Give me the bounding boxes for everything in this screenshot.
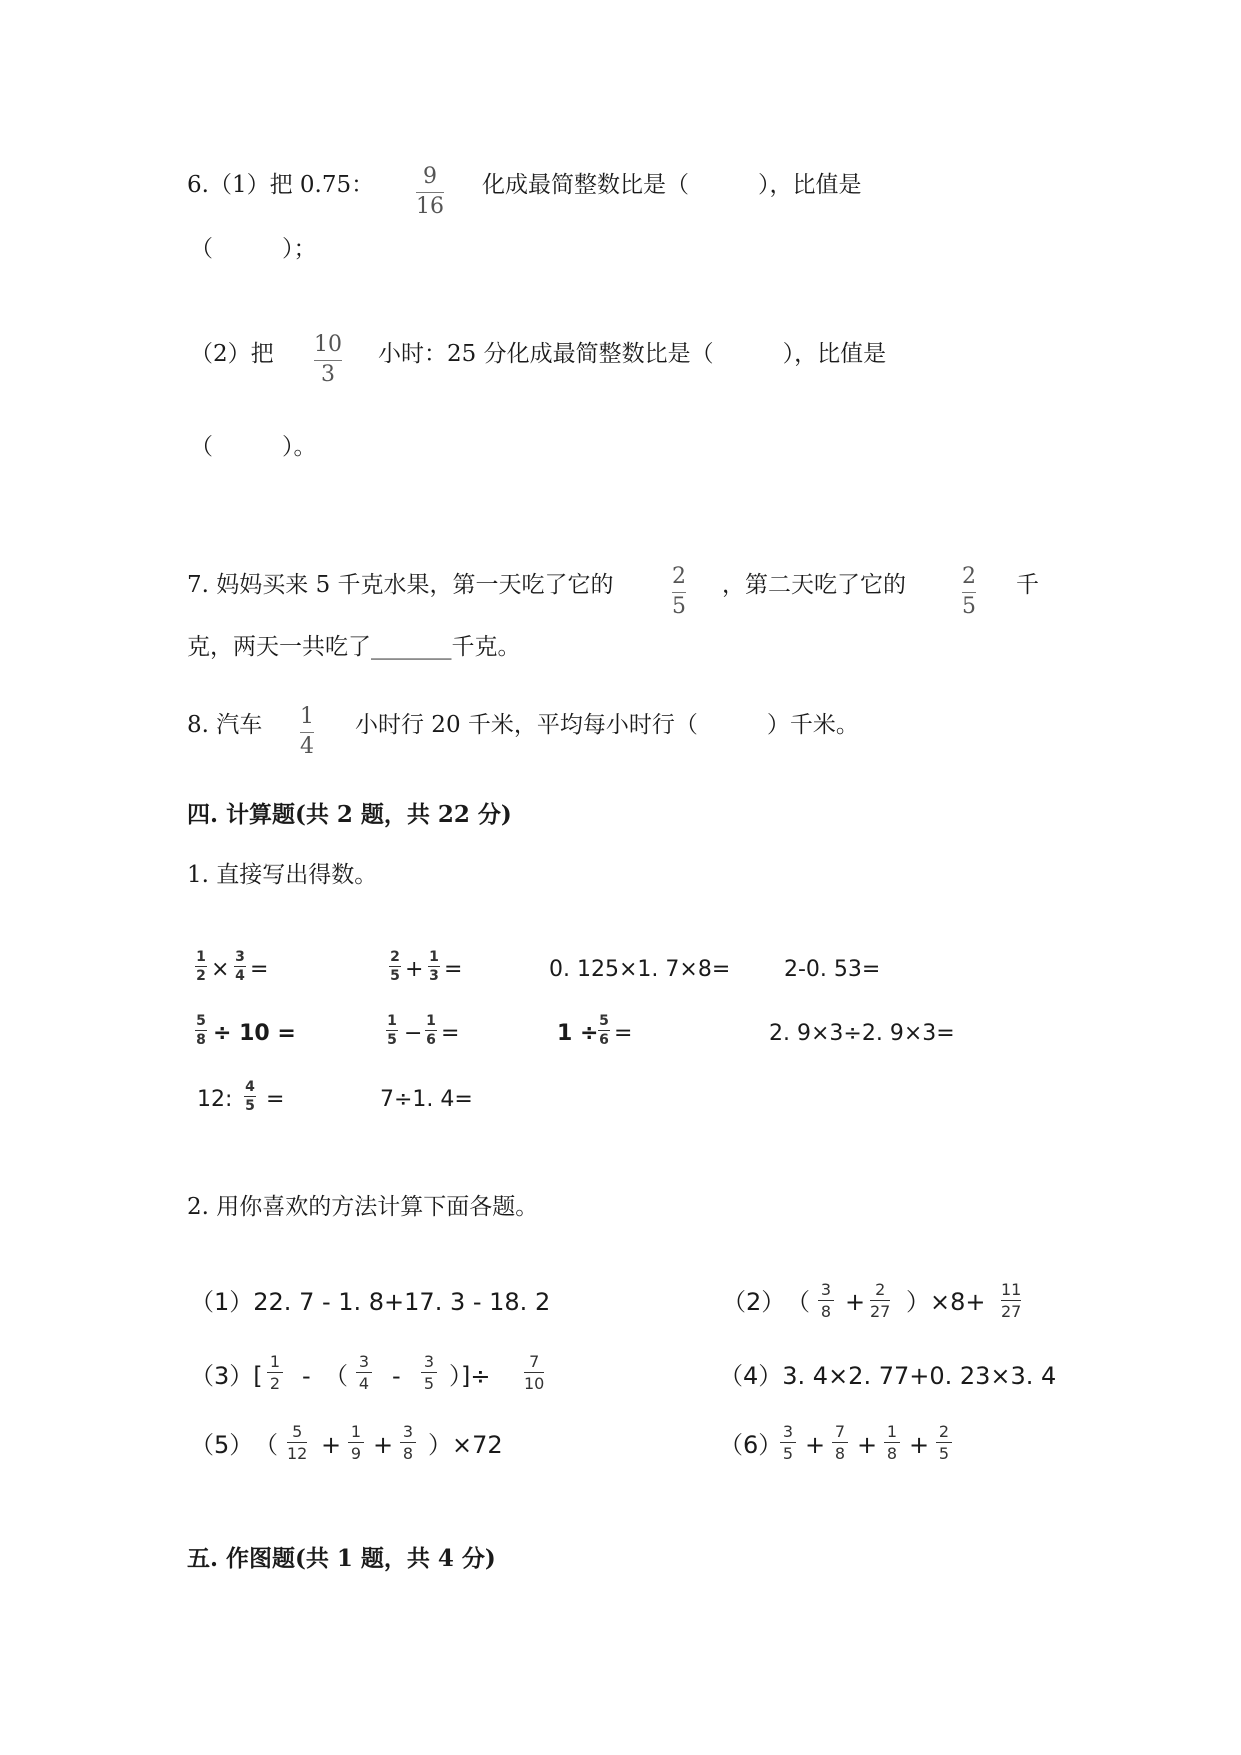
fraction-bar [428, 966, 440, 967]
numerator: 1 [300, 704, 314, 729]
denominator: 9 [350, 1444, 362, 1463]
equals-sign: = [250, 957, 269, 982]
q6-part2-text: 小时：25 分化成最简整数比是（ ），比值是 [378, 341, 887, 367]
fraction-bar [267, 1372, 283, 1373]
label: （6） [719, 1431, 783, 1459]
fraction-bar [244, 1096, 256, 1097]
fraction-bar [386, 1030, 398, 1031]
plus-sign: + [321, 1431, 342, 1459]
fraction [425, 1014, 437, 1047]
denominator: 5 [245, 1098, 255, 1114]
q6-part1-fraction [416, 166, 444, 218]
equals-sign: = [444, 957, 463, 982]
fraction [195, 950, 207, 983]
fraction-bar [400, 1442, 416, 1443]
expression-rest: ÷ 10 = [213, 1021, 296, 1046]
fraction-bar [962, 592, 976, 593]
mm-e10: 7÷1. 4= [380, 1087, 473, 1112]
label: （2） [722, 1288, 786, 1316]
denominator: 8 [834, 1444, 846, 1463]
fraction [234, 950, 246, 983]
denominator: 5 [962, 594, 976, 619]
fraction-bar [195, 966, 207, 967]
q7-text-a: 7. 妈妈买来 5 千克水果，第一天吃了它的 [187, 572, 614, 598]
fraction [400, 1424, 416, 1462]
denominator: 6 [426, 1032, 436, 1048]
numerator: 3 [358, 1352, 370, 1371]
operator: − [404, 1021, 423, 1046]
q7-text-c: 千 [1016, 572, 1039, 598]
denominator: 16 [416, 194, 444, 219]
numerator: 2 [390, 949, 400, 965]
q6-part2-fraction [314, 334, 342, 386]
fraction-bar [425, 1030, 437, 1031]
fraction [267, 1354, 283, 1392]
operator: + [405, 957, 424, 982]
fraction [832, 1424, 848, 1462]
fraction-bar [780, 1442, 796, 1443]
q6-part2-prefix: （2）把 [190, 341, 274, 367]
numerator: 7 [529, 1352, 540, 1371]
numerator: 2 [962, 564, 976, 589]
mm-e3: 0. 125×1. 7×8= [549, 957, 731, 982]
denominator: 3 [321, 362, 335, 387]
fraction [356, 1354, 372, 1392]
label: （5） [190, 1431, 254, 1459]
fraction-bar [598, 1030, 610, 1031]
section-4-q1-title: 1. 直接写出得数。 [187, 862, 378, 888]
denominator: 5 [390, 968, 400, 984]
numerator: 3 [820, 1280, 832, 1299]
numerator: 2 [875, 1280, 886, 1299]
calc-p1: （1）22. 7 - 1. 8+17. 3 - 18. 2 [190, 1288, 551, 1316]
numerator: 1 [350, 1422, 362, 1441]
fraction [884, 1424, 900, 1462]
operator: × [211, 957, 230, 982]
open-paren: （ [324, 1362, 348, 1390]
q6-part2-answer-blank: （ ）。 [190, 434, 317, 460]
plus-sign: + [845, 1288, 866, 1316]
denominator: 5 [782, 1444, 794, 1463]
denominator: 8 [402, 1444, 414, 1463]
fraction [1001, 1282, 1021, 1320]
fraction-bar [672, 592, 686, 593]
q8-text-a: 8. 汽车 [187, 712, 263, 738]
expression-prefix: 12: [197, 1087, 233, 1112]
fraction [428, 950, 440, 983]
numerator: 5 [292, 1422, 303, 1441]
minus-sign: - [392, 1362, 401, 1390]
fraction [389, 950, 401, 983]
q8-fraction [300, 706, 314, 758]
plus-sign: + [805, 1431, 826, 1459]
fraction-bar [389, 966, 401, 967]
calc-p4: （4）3. 4×2. 77+0. 23×3. 4 [719, 1362, 1057, 1390]
denominator: 5 [938, 1444, 950, 1463]
numerator: 1 [886, 1422, 898, 1441]
numerator: 7 [834, 1422, 846, 1441]
fraction-bar [195, 1030, 207, 1031]
denominator: 4 [235, 968, 245, 984]
numerator: 5 [599, 1013, 609, 1029]
q7-text-b: ，第二天吃了它的 [722, 572, 906, 598]
fraction-bar [300, 732, 314, 733]
fraction-bar [884, 1442, 900, 1443]
plus-sign: + [857, 1431, 878, 1459]
fraction-bar [421, 1372, 437, 1373]
expression-prefix: 1 ÷ [557, 1021, 599, 1046]
denominator: 8 [196, 1032, 206, 1048]
minus-sign: - [302, 1362, 311, 1390]
fraction [195, 1014, 207, 1047]
fraction-bar [348, 1442, 364, 1443]
fraction-bar [936, 1442, 952, 1443]
numerator: 1 [426, 1013, 436, 1029]
numerator: 1 [429, 949, 439, 965]
close-bracket: ）]÷ [449, 1362, 491, 1390]
denominator: 4 [300, 734, 314, 759]
fraction [524, 1354, 544, 1392]
fraction-bar [832, 1442, 848, 1443]
numerator: 1 [269, 1352, 281, 1371]
q7-fraction-1 [672, 566, 686, 618]
fraction [818, 1282, 834, 1320]
denominator: 2 [269, 1374, 281, 1393]
q6-part1-text: 化成最简整数比是（ ），比值是 [482, 172, 862, 198]
numerator: 3 [235, 949, 245, 965]
equals-sign: = [614, 1021, 633, 1046]
numerator: 4 [245, 1079, 255, 1095]
denominator: 10 [524, 1374, 545, 1393]
numerator: 1 [196, 949, 206, 965]
denominator: 3 [429, 968, 439, 984]
numerator: 10 [314, 332, 342, 357]
fraction-bar [524, 1372, 544, 1373]
fraction [780, 1424, 796, 1462]
denominator: 2 [196, 968, 206, 984]
section-4-q2-title: 2. 用你喜欢的方法计算下面各题。 [187, 1194, 539, 1220]
section-5-heading: 五. 作图题(共 1 题，共 4 分) [187, 1545, 496, 1572]
denominator: 5 [387, 1032, 397, 1048]
fraction [287, 1424, 307, 1462]
fraction-bar [287, 1442, 307, 1443]
equals-sign: = [266, 1087, 285, 1112]
fraction-bar [314, 360, 342, 361]
fraction-bar [234, 966, 246, 967]
plus-sign: + [373, 1431, 394, 1459]
numerator: 1 [387, 1013, 397, 1029]
fraction-bar [356, 1372, 372, 1373]
open-paren: （ [254, 1431, 278, 1459]
fraction [421, 1354, 437, 1392]
denominator: 4 [358, 1374, 370, 1393]
numerator: 11 [1001, 1280, 1022, 1299]
open-paren: （ [786, 1288, 810, 1316]
plus-sign: + [909, 1431, 930, 1459]
denominator: 6 [599, 1032, 609, 1048]
denominator: 12 [287, 1444, 308, 1463]
numerator: 5 [196, 1013, 206, 1029]
q7-fraction-2 [962, 566, 976, 618]
denominator: 8 [886, 1444, 898, 1463]
numerator: 3 [782, 1422, 794, 1441]
section-4-heading: 四. 计算题(共 2 题，共 22 分) [187, 801, 512, 828]
denominator: 5 [423, 1374, 435, 1393]
fraction [244, 1080, 256, 1113]
fraction [348, 1424, 364, 1462]
q8-text-b: 小时行 20 千米，平均每小时行（ ）千米。 [355, 712, 859, 738]
denominator: 5 [672, 594, 686, 619]
fraction-bar [1001, 1300, 1021, 1301]
denominator: 27 [870, 1302, 891, 1321]
fraction-bar [870, 1300, 890, 1301]
fraction [936, 1424, 952, 1462]
label: （3）[ [190, 1362, 263, 1390]
numerator: 2 [672, 564, 686, 589]
numerator: 9 [423, 164, 437, 189]
denominator: 8 [820, 1302, 832, 1321]
fraction-bar [818, 1300, 834, 1301]
close-paren: ）×72 [428, 1431, 503, 1459]
fraction [870, 1282, 890, 1320]
fraction-bar [416, 192, 444, 193]
close-paren: ）×8+ [906, 1288, 986, 1316]
numerator: 3 [423, 1352, 435, 1371]
mm-e4: 2-0. 53= [784, 957, 881, 982]
numerator: 3 [402, 1422, 414, 1441]
equals-sign: = [441, 1021, 460, 1046]
fraction [386, 1014, 398, 1047]
q6-part1-answer-blank: （ ）； [190, 236, 317, 262]
fraction [598, 1014, 610, 1047]
q6-part1-prefix: 6.（1）把 0.75： [187, 172, 375, 198]
mm-e8: 2. 9×3÷2. 9×3= [769, 1021, 955, 1046]
q7-text-d: 克，两天一共吃了_______千克。 [187, 634, 521, 660]
numerator: 2 [938, 1422, 950, 1441]
denominator: 27 [1001, 1302, 1022, 1321]
